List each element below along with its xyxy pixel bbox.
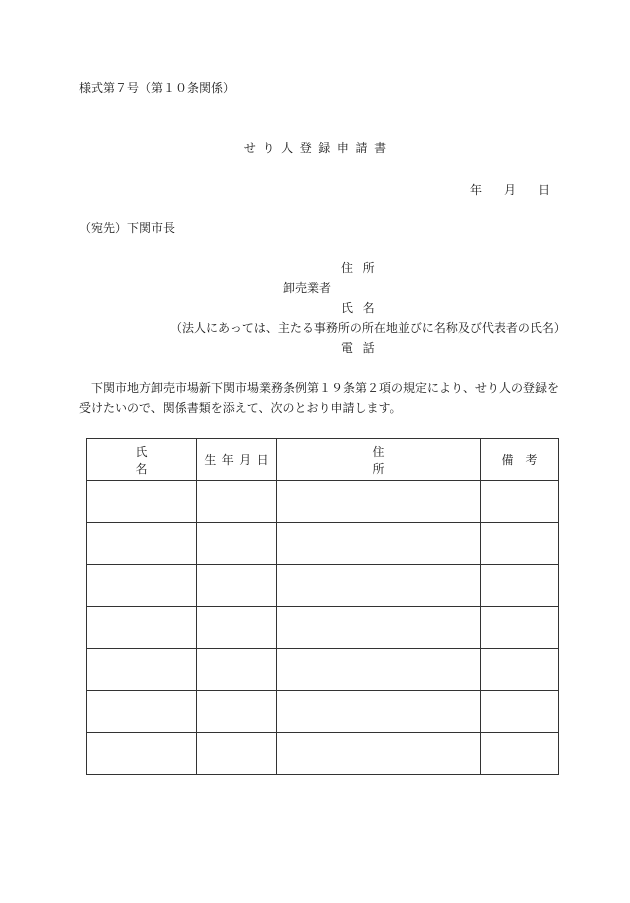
name-cell[interactable] [87,733,197,775]
remarks-cell[interactable] [481,607,559,649]
table-header-row [87,439,559,481]
birthdate-cell[interactable] [197,565,277,607]
birthdate-cell[interactable] [197,733,277,775]
application-statement: 下関市地方卸売市場新下関市場業務条例第１９条第２項の規定により、せり人の登録を受けたいので、関係書類を添えて、次のとおり申請します。 [79,381,560,415]
wholesaler-label: 卸売業者 [283,281,332,295]
remarks-cell[interactable] [481,733,559,775]
address-cell[interactable] [277,565,481,607]
name-cell[interactable] [87,691,197,733]
birthdate-cell[interactable] [197,523,277,565]
name-cell[interactable] [87,523,197,565]
header-remarks: 備考 [481,439,559,481]
birthdate-cell[interactable] [197,607,277,649]
applicant-phone-label: 電話 [341,341,385,355]
addressee: （宛先）下関市長 [79,221,176,235]
date-month-label: 月 [504,183,517,197]
table-row [87,565,559,607]
address-cell[interactable] [277,691,481,733]
birthdate-cell[interactable] [197,691,277,733]
table-row [87,649,559,691]
remarks-cell[interactable] [481,649,559,691]
name-cell[interactable] [87,649,197,691]
date-day-label: 日 [538,183,551,197]
date-year-label: 年 [470,183,483,197]
address-cell[interactable] [277,481,481,523]
corporate-note: （法人にあっては、主たる事務所の所在地並びに名称及び代表者の氏名） [170,321,566,335]
name-cell[interactable] [87,481,197,523]
birthdate-cell[interactable] [197,649,277,691]
remarks-cell[interactable] [481,691,559,733]
applicant-name-label: 氏名 [341,301,385,315]
header-name: 氏名 [87,439,197,481]
remarks-cell[interactable] [481,565,559,607]
header-birthdate: 生年月日 [197,439,277,481]
auctioneer-table [86,438,559,775]
address-cell[interactable] [277,523,481,565]
address-cell[interactable] [277,649,481,691]
table-row [87,607,559,649]
form-number: 様式第７号（第１０条関係） [79,81,236,95]
address-cell[interactable] [277,733,481,775]
table-row [87,523,559,565]
name-cell[interactable] [87,565,197,607]
name-cell[interactable] [87,607,197,649]
document-title: せり人登録申請書 [243,141,393,155]
applicant-address-label: 住所 [341,261,385,275]
remarks-cell[interactable] [481,523,559,565]
table-row [87,481,559,523]
table-row [87,691,559,733]
table-row [87,733,559,775]
date-line [470,184,550,196]
header-address: 住所 [277,439,481,481]
remarks-cell[interactable] [481,481,559,523]
address-cell[interactable] [277,607,481,649]
birthdate-cell[interactable] [197,481,277,523]
